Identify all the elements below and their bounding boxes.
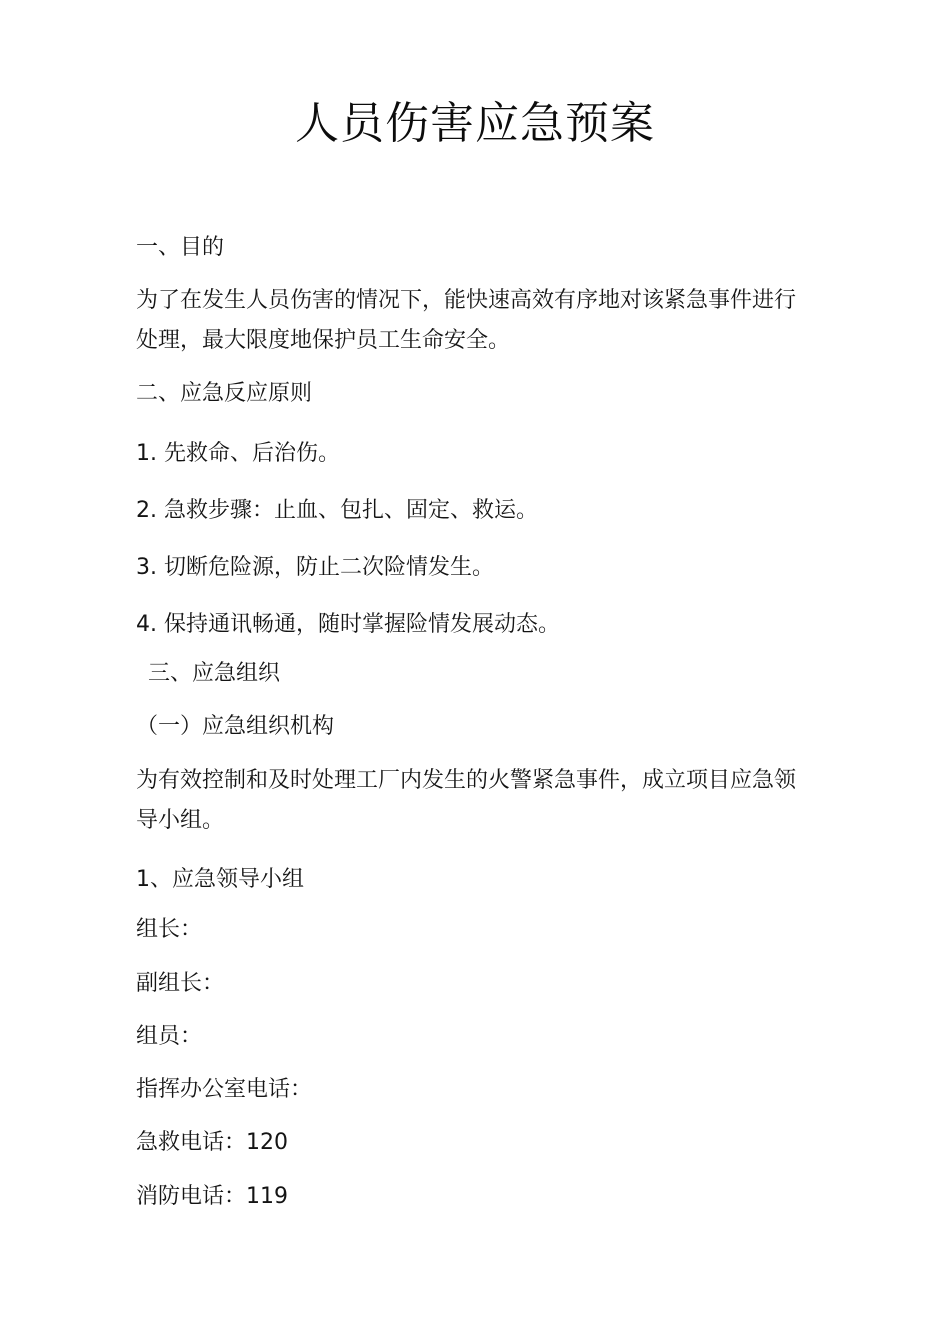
field-emergency-phone: 急救电话：120	[136, 1130, 288, 1155]
document-title: 人员伤害应急预案	[295, 98, 655, 149]
principle-item-3: 3. 切断危险源，防止二次险情发生。	[136, 555, 494, 580]
field-deputy-leader: 副组长：	[136, 971, 225, 996]
section-heading-organization: 三、应急组织	[148, 661, 281, 686]
field-command-office-phone: 指挥办公室电话：	[136, 1077, 313, 1102]
organization-paragraph-line-1: 为有效控制和及时处理工厂内发生的火警紧急事件，成立项目应急领	[136, 768, 797, 793]
principle-item-2: 2. 急救步骤：止血、包扎、固定、救运。	[136, 498, 538, 523]
principle-item-4: 4. 保持通讯畅通，随时掌握险情发展动态。	[136, 612, 560, 637]
subsection-heading-structure: （一）应急组织机构	[136, 714, 335, 739]
purpose-paragraph-line-1: 为了在发生人员伤害的情况下，能快速高效有序地对该紧急事件进行	[136, 288, 797, 313]
principle-item-1: 1. 先救命、后治伤。	[136, 441, 340, 466]
purpose-paragraph-line-2: 处理，最大限度地保护员工生命安全。	[136, 328, 511, 353]
field-fire-phone: 消防电话：119	[136, 1184, 288, 1209]
section-heading-principles: 二、应急反应原则	[136, 381, 313, 406]
field-members: 组员：	[136, 1024, 203, 1049]
field-leader: 组长：	[136, 917, 203, 942]
section-heading-purpose: 一、目的	[136, 235, 225, 260]
group-heading-leadership: 1、应急领导小组	[136, 867, 304, 892]
organization-paragraph-line-2: 导小组。	[136, 808, 225, 833]
